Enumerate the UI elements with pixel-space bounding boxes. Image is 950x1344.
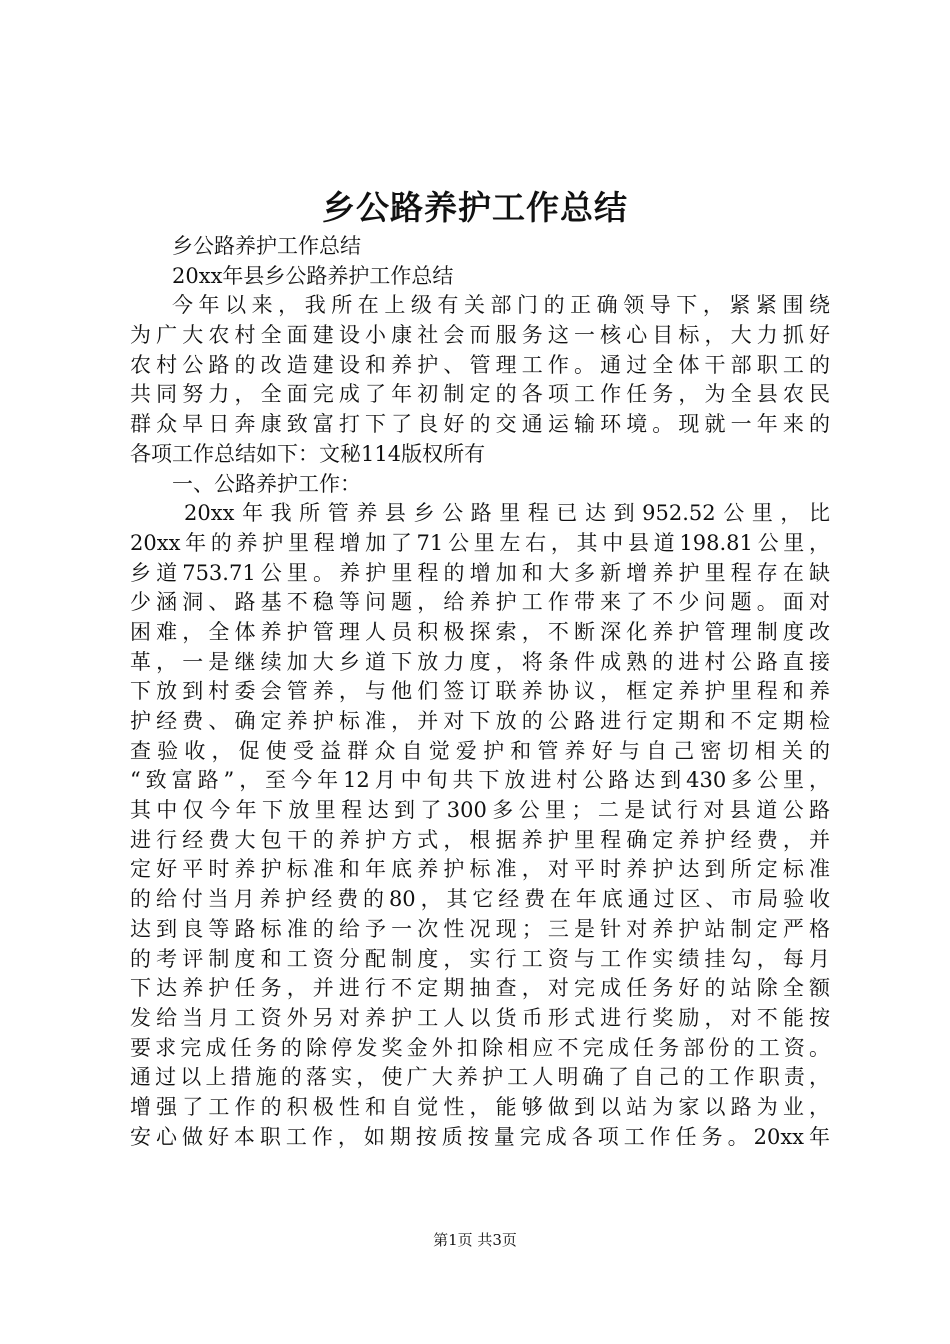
paragraph-line: “致富路”，至今年12月中旬共下放进村公路达到430多公里， (130, 768, 830, 793)
paragraph-line: 各项工作总结如下：文秘114版权所有 (130, 441, 486, 466)
paragraph-line: 群众早日奔康致富打下了良好的交通运输环境。现就一年来的 (130, 412, 830, 437)
paragraph-line: 增强了工作的积极性和自觉性，能够做到以站为家以路为业， (130, 1094, 830, 1119)
paragraph-line: 发给当月工资外另对养护工人以货币形式进行奖励，对不能按 (130, 1005, 830, 1030)
document-body (130, 232, 830, 1152)
paragraph-line: 下放到村委会管养，与他们签订联养协议，框定养护里程和养 (130, 679, 830, 704)
paragraph-line: 困难，全体养护管理人员积极探索，不断深化养护管理制度改 (130, 619, 830, 644)
heading-2: 20xx年县乡公路养护工作总结 (172, 263, 454, 288)
paragraph-line: 定好平时养护标准和年底养护标准，对平时养护达到所定标准 (130, 857, 830, 882)
paragraph-line: 要求完成任务的除停发奖金外扣除相应不完成任务部份的工资。 (130, 1035, 830, 1060)
paragraph-line: 查验收，促使受益群众自觉爱护和管养好与自己密切相关的 (130, 738, 830, 763)
paragraph-line: 护经费、确定养护标准，并对下放的公路进行定期和不定期检 (130, 709, 830, 733)
paragraph-line: 今年以来，我所在上级有关部门的正确领导下，紧紧围绕 (172, 293, 830, 318)
paragraph-line: 安心做好本职工作，如期按质按量完成各项工作任务。20xx年 (130, 1124, 830, 1149)
paragraph-line: 少涵洞、路基不稳等问题，给养护工作带来了不少问题。面对 (130, 590, 830, 615)
paragraph-line: 达到良等路标准的给予一次性况现；三是针对养护站制定严格 (130, 916, 830, 941)
paragraph-line: 一、公路养护工作： (172, 471, 361, 496)
paragraph-line: 共同努力，全面完成了年初制定的各项工作任务，为全县农民 (130, 382, 830, 407)
subtitle: 乡公路养护工作总结 (172, 234, 361, 258)
paragraph-line: 进行经费大包干的养护方式，根据养护里程确定养护经费，并 (130, 827, 830, 852)
paragraph-line: 农村公路的改造建设和养护、管理工作。通过全体干部职工的 (130, 352, 830, 377)
paragraph-line: 20xx年我所管养县乡公路里程已达到952.52公里，比 (184, 501, 830, 526)
paragraph-line: 下达养护任务，并进行不定期抽查，对完成任务好的站除全额 (130, 976, 830, 1001)
paragraph-line: 革，一是继续加大乡道下放力度，将条件成熟的进村公路直接 (130, 649, 830, 674)
paragraph-line: 为广大农村全面建设小康社会而服务这一核心目标，大力抓好 (130, 323, 830, 348)
body-text (130, 291, 830, 1152)
paragraph-line: 的给付当月养护经费的80，其它经费在年底通过区、市局验收 (130, 887, 830, 912)
document-title: 乡公路养护工作总结 (322, 188, 628, 227)
paragraph-line: 20xx年的养护里程增加了71公里左右，其中县道198.81公里， (130, 530, 830, 555)
paragraph-line: 的考评制度和工资分配制度，实行工资与工作实绩挂勾，每月 (130, 946, 830, 971)
paragraph-line: 乡道753.71公里。养护里程的增加和大多新增养护里程存在缺 (130, 560, 830, 585)
paragraph-line: 通过以上措施的落实，使广大养护工人明确了自己的工作职责， (130, 1065, 830, 1090)
page-number: 第1页 共3页 (433, 1231, 517, 1249)
paragraph-line: 其中仅今年下放里程达到了300多公里；二是试行对县道公路 (130, 798, 830, 823)
